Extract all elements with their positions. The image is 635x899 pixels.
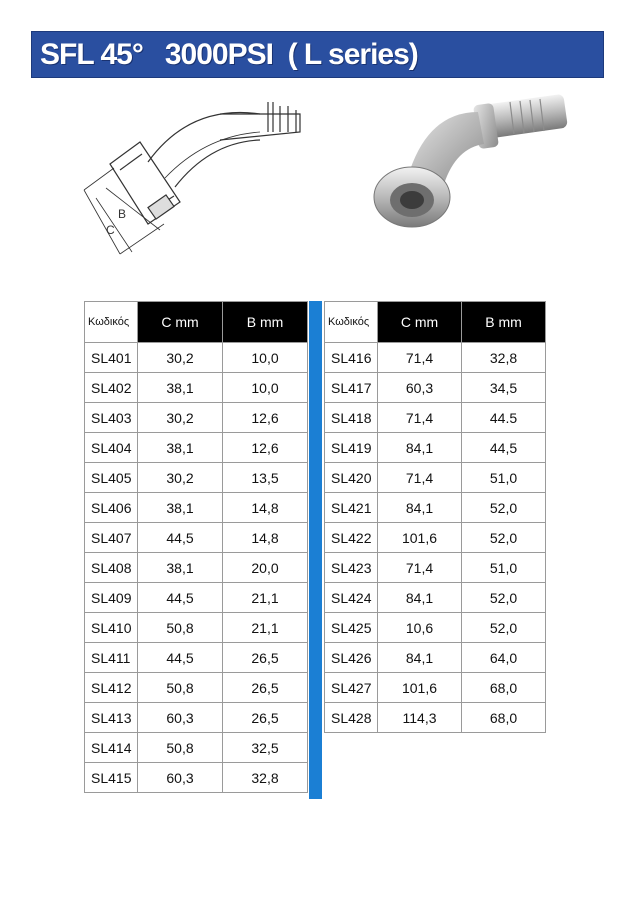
part-code: SL412 [85, 673, 138, 703]
part-code: SL424 [325, 583, 378, 613]
c-mm-value: 50,8 [138, 673, 223, 703]
page-title: SFL 45° 3000PSI ( L series) [40, 38, 418, 71]
c-mm-value: 84,1 [378, 433, 462, 463]
b-mm-value: 26,5 [223, 643, 308, 673]
fitting-technical-drawing [70, 92, 330, 272]
table-row [85, 463, 308, 493]
b-mm-value: 51,0 [462, 553, 546, 583]
c-mm-value: 10,6 [378, 613, 462, 643]
table-row [325, 463, 546, 493]
b-mm-value: 12,6 [223, 433, 308, 463]
table-row [85, 343, 308, 373]
header-b-mm: B mm [223, 302, 308, 343]
table-row [325, 613, 546, 643]
part-code: SL408 [85, 553, 138, 583]
title-banner [31, 31, 604, 78]
part-code: SL409 [85, 583, 138, 613]
table-divider [309, 301, 322, 799]
table-row [85, 643, 308, 673]
b-mm-value: 52,0 [462, 613, 546, 643]
table-row [85, 763, 308, 793]
part-code: SL422 [325, 523, 378, 553]
c-mm-value: 60,3 [138, 703, 223, 733]
c-mm-value: 38,1 [138, 373, 223, 403]
header-c-mm: C mm [378, 302, 462, 343]
part-code: SL410 [85, 613, 138, 643]
part-code: SL403 [85, 403, 138, 433]
c-mm-value: 84,1 [378, 583, 462, 613]
c-mm-value: 84,1 [378, 493, 462, 523]
part-code: SL401 [85, 343, 138, 373]
table-row [325, 523, 546, 553]
header-code: Κωδικός [85, 302, 138, 343]
c-mm-value: 38,1 [138, 553, 223, 583]
part-code: SL405 [85, 463, 138, 493]
c-mm-value: 30,2 [138, 343, 223, 373]
b-mm-value: 34,5 [462, 373, 546, 403]
b-mm-value: 21,1 [223, 613, 308, 643]
spec-table-right [324, 301, 546, 733]
table-row [85, 613, 308, 643]
b-mm-value: 52,0 [462, 523, 546, 553]
b-mm-value: 14,8 [223, 523, 308, 553]
dimension-label-c: C [106, 223, 115, 237]
b-mm-value: 13,5 [223, 463, 308, 493]
dimension-label-b: B [118, 207, 127, 221]
c-mm-value: 71,4 [378, 553, 462, 583]
part-code: SL407 [85, 523, 138, 553]
c-mm-value: 101,6 [378, 523, 462, 553]
b-mm-value: 14,8 [223, 493, 308, 523]
part-code: SL413 [85, 703, 138, 733]
table-row [325, 703, 546, 733]
b-mm-value: 12,6 [223, 403, 308, 433]
b-mm-value: 32,8 [223, 763, 308, 793]
table-row [325, 433, 546, 463]
part-code: SL417 [325, 373, 378, 403]
b-mm-value: 51,0 [462, 463, 546, 493]
c-mm-value: 38,1 [138, 493, 223, 523]
c-mm-value: 114,3 [378, 703, 462, 733]
c-mm-value: 50,8 [138, 733, 223, 763]
table-row [85, 583, 308, 613]
part-code: SL406 [85, 493, 138, 523]
part-code: SL418 [325, 403, 378, 433]
c-mm-value: 101,6 [378, 673, 462, 703]
part-code: SL427 [325, 673, 378, 703]
c-mm-value: 71,4 [378, 463, 462, 493]
part-code: SL428 [325, 703, 378, 733]
b-mm-value: 64,0 [462, 643, 546, 673]
part-code: SL411 [85, 643, 138, 673]
b-mm-value: 26,5 [223, 703, 308, 733]
c-mm-value: 44,5 [138, 643, 223, 673]
table-row [85, 373, 308, 403]
b-mm-value: 68,0 [462, 673, 546, 703]
c-mm-value: 60,3 [138, 763, 223, 793]
part-code: SL415 [85, 763, 138, 793]
b-mm-value: 52,0 [462, 583, 546, 613]
b-mm-value: 44.5 [462, 403, 546, 433]
table-row [325, 643, 546, 673]
part-code: SL423 [325, 553, 378, 583]
table-row [85, 703, 308, 733]
part-code: SL414 [85, 733, 138, 763]
c-mm-value: 71,4 [378, 403, 462, 433]
table-row [325, 403, 546, 433]
table-row [85, 403, 308, 433]
c-mm-value: 50,8 [138, 613, 223, 643]
table-row [325, 343, 546, 373]
table-row [325, 373, 546, 403]
part-code: SL404 [85, 433, 138, 463]
header-c-mm: C mm [138, 302, 223, 343]
part-code: SL421 [325, 493, 378, 523]
c-mm-value: 30,2 [138, 463, 223, 493]
part-code: SL402 [85, 373, 138, 403]
table-row [325, 493, 546, 523]
c-mm-value: 30,2 [138, 403, 223, 433]
part-code: SL425 [325, 613, 378, 643]
c-mm-value: 44,5 [138, 583, 223, 613]
c-mm-value: 71,4 [378, 343, 462, 373]
table-row [85, 433, 308, 463]
b-mm-value: 44,5 [462, 433, 546, 463]
part-code: SL416 [325, 343, 378, 373]
header-b-mm: B mm [462, 302, 546, 343]
part-code: SL419 [325, 433, 378, 463]
b-mm-value: 10,0 [223, 373, 308, 403]
b-mm-value: 32,5 [223, 733, 308, 763]
b-mm-value: 21,1 [223, 583, 308, 613]
table-row [325, 673, 546, 703]
table-row [325, 583, 546, 613]
b-mm-value: 68,0 [462, 703, 546, 733]
table-row [85, 673, 308, 703]
b-mm-value: 32,8 [462, 343, 546, 373]
b-mm-value: 20,0 [223, 553, 308, 583]
b-mm-value: 52,0 [462, 493, 546, 523]
header-code: Κωδικός [325, 302, 378, 343]
spec-table-left [84, 301, 308, 793]
c-mm-value: 44,5 [138, 523, 223, 553]
c-mm-value: 84,1 [378, 643, 462, 673]
b-mm-value: 10,0 [223, 343, 308, 373]
table-row [85, 523, 308, 553]
table-row [325, 553, 546, 583]
b-mm-value: 26,5 [223, 673, 308, 703]
part-code: SL420 [325, 463, 378, 493]
table-row [85, 733, 308, 763]
table-row [85, 493, 308, 523]
fitting-photo [360, 92, 580, 252]
part-code: SL426 [325, 643, 378, 673]
c-mm-value: 60,3 [378, 373, 462, 403]
table-row [85, 553, 308, 583]
c-mm-value: 38,1 [138, 433, 223, 463]
